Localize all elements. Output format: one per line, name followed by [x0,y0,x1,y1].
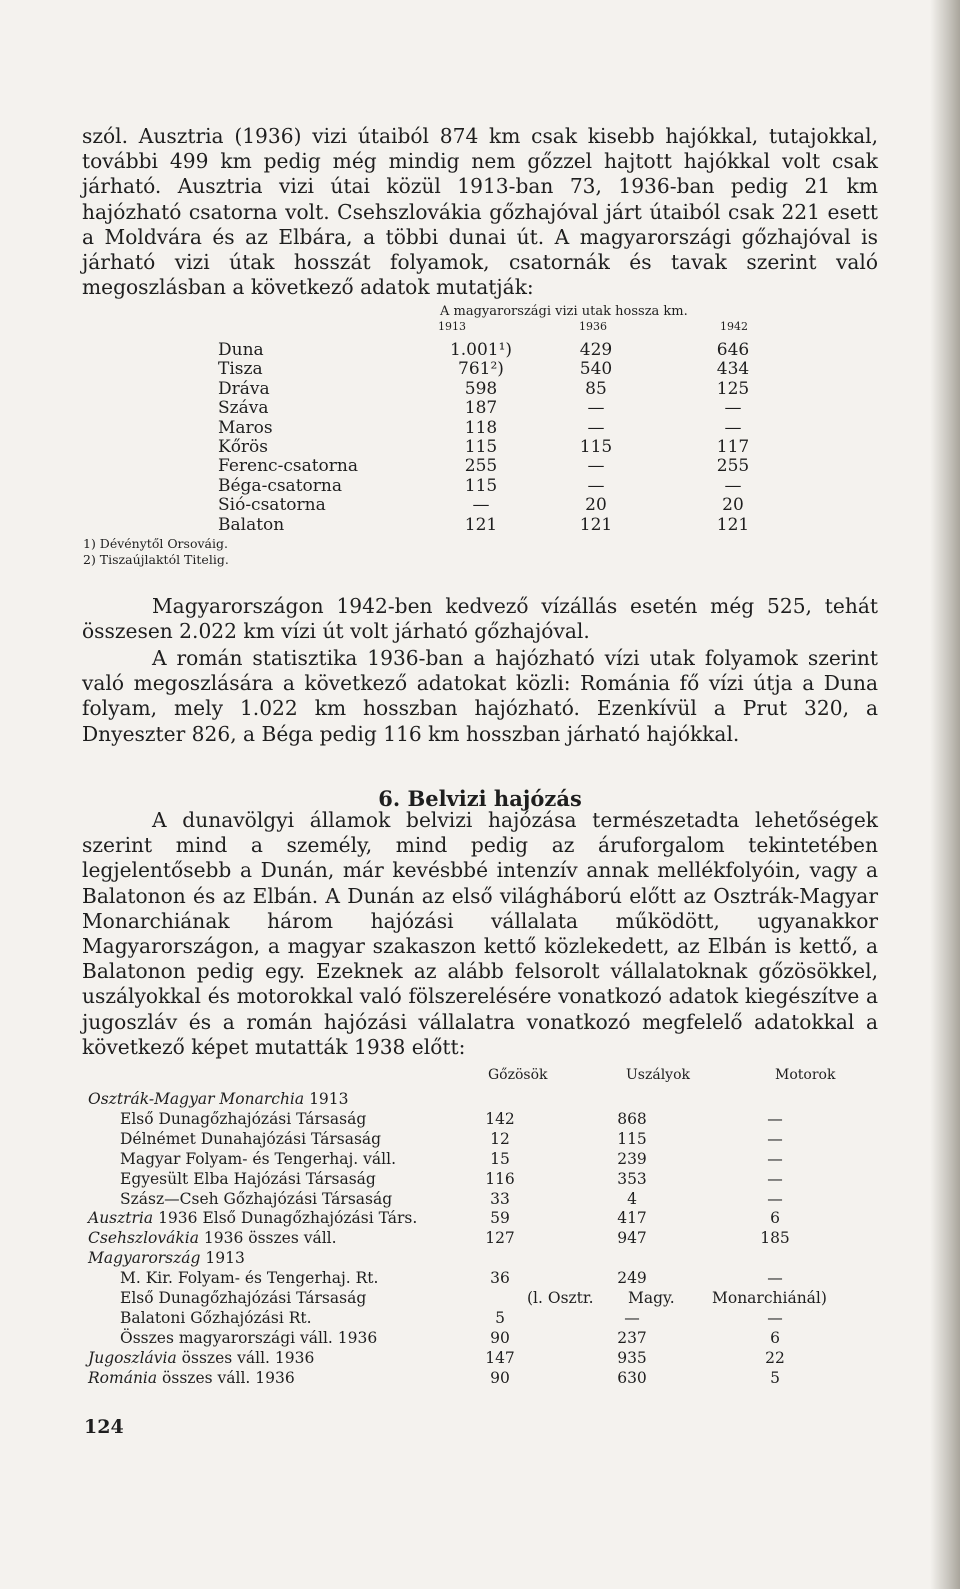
company-label [88,1369,295,1387]
waterway-name: Dráva [218,378,270,399]
steamships-count: 12 [490,1129,510,1148]
value-1942: 20 [722,495,744,516]
value-1936: — [587,398,605,419]
footnote-2: 2) Tiszaújlaktól Titelig. [83,552,229,567]
value-1913: 187 [464,398,498,419]
steamships-count: 142 [485,1109,515,1128]
steamships-count: 5 [495,1308,505,1327]
footnote-1: 1) Dévénytől Orsováig. [83,536,228,551]
steamships-count: 116 [485,1169,515,1188]
paragraph-inland-shipping: A dunavölgyi államok belvizi hajózása természetadta lehetőségek szerint mind a személy, mind pedig az áruforgalom tekintetében legjelentősebb a Dunán, már kevésbbé intenzív annak mellékfolyóin, vagy a Balatonon és az Elbán. A Dunán az első világháború előtt az Osztrák-Magyar Monarchiának három hajózási vállalata működött, ugyanakkor Magyarországon, a magyar szakaszon kettő közlekedett, az Elbán is kettő, a Balatonon pedig egy. Ezeknek az alább felsorolt vállalatoknak gőzösökkel, uszályokkal és motorokkal való fölszerelésére vonatkozó adatok kiegészítve a jugoszláv és a román hajózási vállalatra vonatkozó megfelelő adatokkal a következő képet mutatták 1938 előtt: [82,808,878,1059]
value-1942: 125 [716,378,750,399]
steamships-count: 127 [485,1229,515,1248]
barges-count: 353 [617,1169,647,1188]
motorboats-count: 22 [765,1348,785,1367]
year-header-1942: 1942 [720,320,748,333]
steamships-count: 36 [490,1269,510,1288]
barges-count: 115 [617,1129,647,1148]
waterway-name: Kőrös [218,437,269,457]
company-name: Románia [88,1368,158,1387]
company-label [120,1309,312,1327]
company-name: Első Dunagőzhajózási Társaság [120,1109,367,1128]
waterway-name: Duna [218,340,264,360]
barges-count: Magy. [628,1289,675,1307]
company-name: Szász—Cseh Gőzhajózási Társaság [120,1189,393,1208]
intro-paragraph: szól. Ausztria (1936) vizi útaiból 874 km csak kisebb hajókkal, tutajokkal, további 499 km pedig még mindig nem gőzzel hajtott hajókkal volt csak járható. Ausztria vizi útai közül 1913-ban 73, 1936-ban pedig 21 km hajózható csatorna volt. Csehszlovákia gőzhajóval járt útaiból csak 221 esett a Moldvára és az Elbára, a többi dunai út. A magyarországi gőzhajóval is járható vizi útak hosszát folyamok, csatornák és tavak szerint való megoszlásban a következő adatok mutatják: [82,124,878,300]
company-name: Magyarország [88,1249,201,1268]
company-label [120,1329,377,1347]
value-1913: 118 [464,417,498,438]
waterway-name: Béga-csatorna [218,475,342,496]
value-1936: — [587,475,605,496]
value-1936: 121 [579,514,613,535]
barges-count: 237 [617,1328,647,1347]
value-1913: 761²) [458,359,504,380]
value-1936: 429 [579,340,613,360]
paragraph-romanian-stats: A román statisztika 1936-ban a hajózható vízi utak folyamok szerint való megoszlására a következő adatokat közli: Románia fő vízi útja a Duna folyam, mely 1.022 km hosszban hajózható. Ezenkívül a Prut 320, a Dnyeszter 826, a Béga pedig 116 km hosszban járható hajókkal. [82,646,878,746]
company-suffix: 1913 [200,1249,245,1268]
waterway-name: Maros [218,417,273,438]
motorboats-count: Monarchiánál) [712,1289,827,1307]
waterway-name: Ferenc-csatorna [218,456,358,477]
value-1942: 121 [716,514,750,535]
paragraph-total-length: Magyarországon 1942-ben kedvező vízállás esetén még 525, tehát összesen 2.022 km vízi út volt járható gőzhajóval. [82,594,878,644]
header-motorok: Motorok [775,1067,836,1083]
value-1913: 598 [464,378,498,399]
company-name: Összes magyarországi váll. 1936 [120,1328,378,1347]
company-label [120,1130,381,1148]
barges-count: 868 [617,1109,647,1128]
value-1936: 540 [579,359,613,380]
barges-count: 417 [617,1209,647,1228]
company-label [88,1229,337,1247]
value-1936: 115 [579,437,613,457]
table-caption: A magyarországi vizi utak hossza km. [440,304,688,319]
section-heading: 6. Belvizi hajózás [378,786,582,811]
company-name: Csehszlovákia [88,1229,199,1248]
value-1942: 117 [716,437,750,457]
steamships-count: 90 [490,1328,510,1347]
motorboats-count: — [767,1189,783,1208]
motorboats-count: 6 [770,1209,780,1228]
motorboats-count: — [767,1129,783,1148]
company-name: Balatoni Gőzhajózási Rt. [120,1308,312,1327]
barges-count: 935 [617,1348,647,1367]
steamships-count: (l. Osztr. [527,1289,594,1307]
waterway-name: Balaton [218,514,285,535]
company-label [120,1150,396,1168]
motorboats-count: — [767,1109,783,1128]
company-label [88,1209,417,1227]
motorboats-count: 185 [760,1229,790,1248]
value-1936: — [587,417,605,438]
motorboats-count: — [767,1308,783,1327]
header-gozosok: Gőzösök [488,1067,548,1083]
motorboats-count: 5 [770,1368,780,1387]
motorboats-count: — [767,1149,783,1168]
barges-count: 249 [617,1269,647,1288]
motorboats-count: 6 [770,1328,780,1347]
barges-count: — [624,1308,640,1327]
steamships-count: 90 [490,1368,510,1387]
waterway-name: Száva [218,398,269,419]
company-name: Egyesült Elba Hajózási Társaság [120,1169,376,1188]
company-suffix: összes váll. 1936 [157,1368,295,1387]
header-uszalyok: Uszályok [626,1067,691,1083]
value-1942: — [724,398,742,419]
company-suffix: 1936 Első Dunagőzhajózási Társ. [153,1209,418,1228]
company-name: Jugoszlávia [88,1348,177,1367]
company-label [88,1249,245,1267]
page-number: 124 [84,1416,124,1438]
company-name: Magyar Folyam- és Tengerhaj. váll. [120,1149,396,1168]
barges-count: 947 [617,1229,647,1248]
motorboats-count: — [767,1269,783,1288]
value-1942: — [724,417,742,438]
value-1936: 85 [585,378,607,399]
steamships-count: 15 [490,1149,510,1168]
steamships-count: 147 [485,1348,515,1367]
company-label [120,1289,366,1307]
company-name: Ausztria [88,1209,154,1228]
value-1913: 115 [464,475,498,496]
waterway-name: Tisza [218,359,263,380]
motorboats-count: — [767,1169,783,1188]
value-1942: 646 [716,340,750,360]
steamships-count: 33 [490,1189,510,1208]
value-1913: — [472,495,490,516]
value-1913: 255 [464,456,498,477]
value-1913: 115 [464,437,498,457]
barges-count: 4 [627,1189,637,1208]
company-suffix: 1913 [304,1090,349,1108]
barges-count: 239 [617,1149,647,1168]
value-1942: — [724,475,742,496]
company-label [88,1090,349,1108]
company-label [120,1190,392,1208]
value-1942: 434 [716,359,750,380]
company-suffix: 1936 összes váll. [198,1229,337,1248]
value-1913: 121 [464,514,498,535]
company-suffix: összes váll. 1936 [176,1348,315,1367]
value-1942: 255 [716,456,750,477]
company-name: Első Dunagőzhajózási Társaság [120,1289,367,1307]
waterway-name: Sió-csatorna [218,495,326,516]
company-name: Délnémet Dunahajózási Társaság [120,1129,382,1148]
company-label [120,1269,378,1287]
company-name: M. Kir. Folyam- és Tengerhaj. Rt. [120,1269,379,1288]
steamships-count: 59 [490,1209,510,1228]
year-header-1913: 1913 [438,320,466,333]
company-name: Osztrák-Magyar Monarchia [88,1090,305,1108]
value-1936: 20 [585,495,607,516]
company-label [120,1110,366,1128]
value-1936: — [587,456,605,477]
company-label [88,1349,314,1367]
company-label [120,1170,376,1188]
value-1913: 1.001¹) [449,340,513,360]
barges-count: 630 [617,1368,647,1387]
year-header-1936: 1936 [579,320,607,333]
